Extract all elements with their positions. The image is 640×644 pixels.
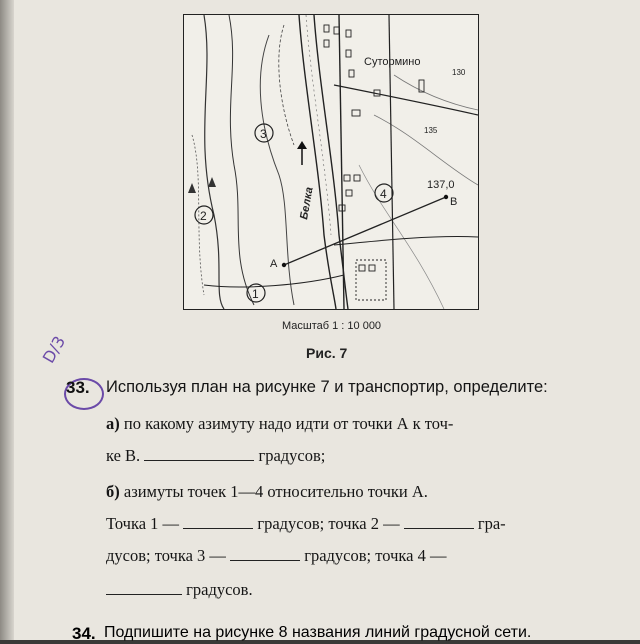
point3-text: дусов; точка 3 —	[106, 546, 226, 565]
contour-label-130: 130	[452, 68, 466, 77]
river-label: Белка	[298, 186, 316, 221]
item-a-label: а)	[106, 414, 120, 433]
question-33-b-line	[106, 482, 428, 502]
topographic-map	[183, 14, 479, 310]
map-number-2: 2	[200, 209, 207, 223]
answer-blank-point1[interactable]	[183, 514, 253, 529]
item-a-text1: по какому азимуту надо идти от точки А к точ-	[123, 414, 454, 433]
handwritten-mark: D/3	[38, 332, 70, 367]
question-33-number: 33.	[66, 378, 90, 397]
question-33-a-line1	[106, 414, 453, 434]
map-number-3: 3	[260, 127, 267, 141]
height-label: 137,0	[427, 179, 455, 191]
question-33-intro: Используя план на рисунке 7 и транспортир, определите:	[106, 378, 548, 396]
page-gutter	[0, 0, 14, 640]
point-b-label: B	[450, 196, 458, 208]
item-a-text2-post: градусов;	[258, 446, 326, 465]
question-33-line3	[106, 514, 506, 534]
answer-blank-point4[interactable]	[106, 580, 182, 595]
village-label: Сутормино	[364, 56, 421, 68]
question-34-number: 34.	[72, 624, 96, 643]
map-drawing	[184, 15, 478, 309]
map-number-1: 1	[252, 287, 259, 301]
question-33-line5	[106, 580, 253, 600]
line3-end: гра-	[477, 514, 506, 533]
question-33-line4	[106, 546, 446, 566]
item-b-label: б)	[106, 482, 120, 501]
item-a-text2-pre: ке В.	[106, 446, 141, 465]
line5-end: градусов.	[186, 580, 253, 599]
point2-text: градусов; точка 2 —	[257, 514, 400, 533]
answer-blank-point3[interactable]	[230, 546, 300, 561]
map-scale: Масштаб 1 : 10 000	[282, 320, 382, 332]
answer-blank-a[interactable]	[144, 446, 254, 461]
point-a-label: A	[270, 258, 278, 270]
question-33-a-line2	[106, 446, 325, 466]
figure-caption: Рис. 7	[306, 345, 348, 361]
item-b-text: азимуты точек 1—4 относительно точки А.	[123, 482, 428, 501]
answer-blank-point2[interactable]	[404, 514, 474, 529]
point4-text: градусов; точка 4 —	[304, 546, 447, 565]
map-number-4: 4	[380, 187, 387, 201]
contour-label-135: 135	[424, 126, 438, 135]
question-34-text: Подпишите на рисунке 8 названия линий градусной сети.	[104, 624, 532, 641]
point1-text: Точка 1 —	[106, 514, 180, 533]
